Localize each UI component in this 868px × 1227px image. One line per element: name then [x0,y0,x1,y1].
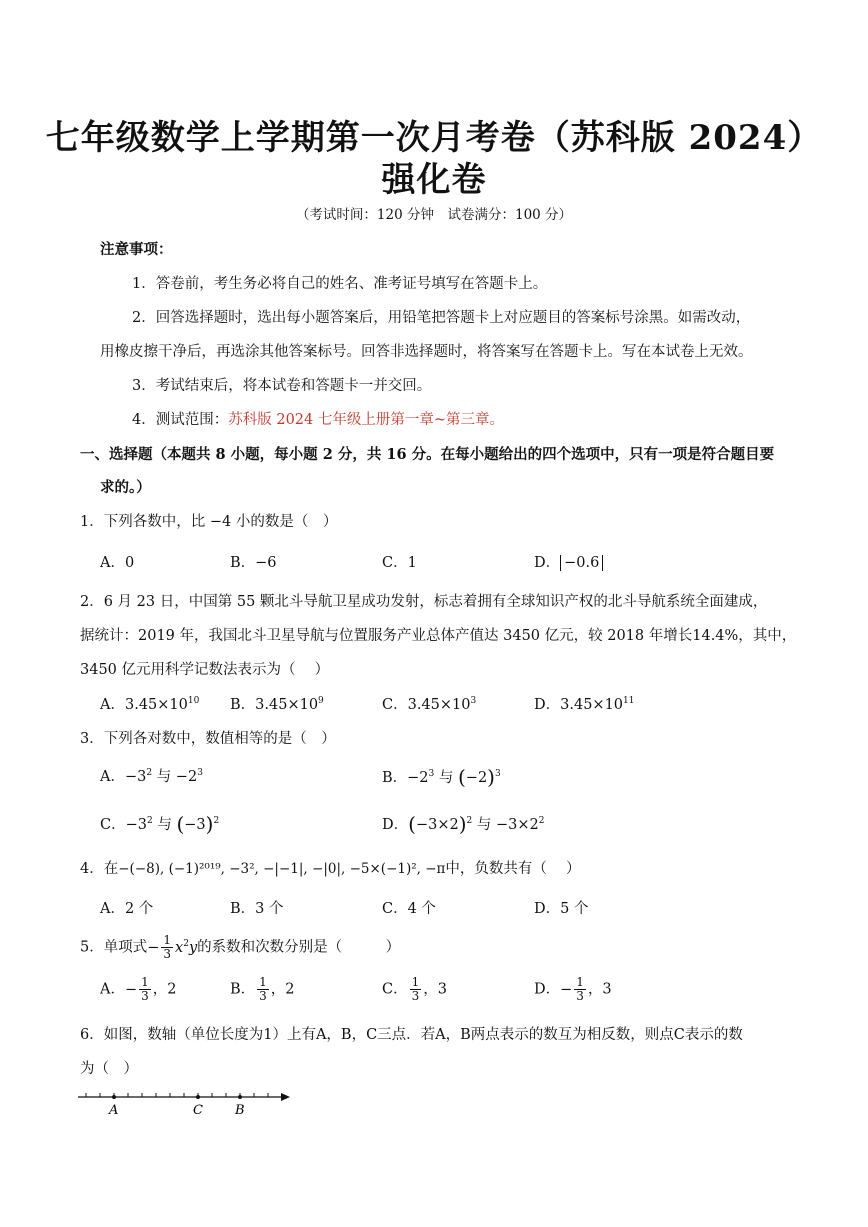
note-3: 3．考试结束后，将本试卷和答题卡一并交回。 [132,378,432,394]
label-a: A [109,1103,119,1118]
frac-den: 3 [576,989,584,1003]
q2-option-d[interactable] [534,693,634,714]
q2-option-b-base: 3.45×10 [255,697,319,713]
note-4 [132,408,504,429]
number-line-figure [76,1088,296,1120]
q5-option-d[interactable]: D．− $\frac{1}{3}$ ，3 [534,975,612,1003]
q1-option-d-value: −0.6 [560,555,603,571]
q3-option-d-label: D． [382,817,409,833]
q2-option-b[interactable] [230,693,324,714]
q2-option-c-label: C． [382,697,408,713]
frac-den: 3 [259,989,267,1003]
page-title: 七年级数学上学期第一次月考卷（苏科版 2024） [45,118,823,158]
q5-option-d-label: D． [534,981,561,998]
q5-prefix: 5．单项式 [80,939,148,956]
note-1: 1．答卷前，考生务必将自己的姓名、准考证号填写在答题卡上。 [132,276,548,292]
point-b [238,1095,242,1099]
q2-option-d-base: 3.45×10 [560,697,624,713]
frac-num: 1 [576,975,584,989]
question-6-line2: 为（ ） [80,1061,138,1077]
label-b: B [235,1103,245,1118]
q1-option-c[interactable]: C．1 [382,555,417,571]
q2-option-c-base: 3.45×10 [407,697,471,713]
q2-option-d-exp: 11 [623,696,635,706]
section-heading-cont: 求的。） [100,479,151,496]
question-1: 1．下列各数中，比 −4 小的数是（ ） [80,514,338,530]
q3-option-c-label: C． [100,817,126,833]
q5-option-d-tail: ，3 [587,981,612,998]
point-c [196,1095,200,1099]
q3-option-b[interactable]: B．$-2^3$ 与 $(-2)^3$ [382,765,501,789]
q4-option-a[interactable]: A．2 个 [100,901,154,917]
question-6: 6．如图，数轴（单位长度为1）上有A，B，C三点．若A，B两点表示的数互为相反数，则点C表示的数 [80,1027,743,1043]
q1-option-d-label: D． [534,555,561,571]
page-title-line2: 强化卷 [381,160,487,200]
q5-option-a-label: A． [100,981,125,998]
q2-option-c-exp: 3 [470,696,477,706]
question-5: 5．单项式− $\frac{1}{3}$ $x^2y$的系数和次数分别是（ ） [80,933,401,961]
number-line-arrow [281,1093,290,1101]
q1-option-a[interactable]: A．0 [100,555,135,571]
q2-option-c[interactable] [382,693,476,714]
frac-num: 1 [141,975,149,989]
q2-option-b-label: B． [230,697,256,713]
q5-option-c-tail: ，3 [423,981,447,998]
frac-num: 1 [259,975,267,989]
q4-option-c[interactable]: C．4 个 [382,901,436,917]
note-2: 2．回答选择题时，选出每小题答案后，用铅笔把答题卡上对应题目的答案标号涂黑。如需改动， [132,310,751,326]
q4-suffix: 中，负数共有（ ） [445,861,581,877]
q3-and: 与 [156,769,172,785]
q1-option-b[interactable]: B．−6 [230,555,277,571]
q4-option-d[interactable]: D．5 个 [534,901,589,917]
q3-and: 与 [157,817,172,833]
q4-option-b[interactable]: B．3 个 [230,901,284,917]
q3-option-c[interactable]: C．$-3^2$ 与 $(-3)^2$ [100,812,220,836]
q3-option-a-label: A． [100,769,125,785]
q4-expression: −(−8), (−1)²⁰¹⁹, −3², −|−1|, −|0|, −5×(−1)², −π [118,861,446,877]
q3-option-b-label: B． [382,770,408,786]
section-heading: 一、选择题（本题共 8 小题，每小题 2 分，共 16 分。在每小题给出的四个选项中，只有一项是符合题目要 [80,446,775,463]
frac-num: 1 [411,975,420,989]
label-c: C [193,1103,203,1118]
q5-option-a[interactable]: A．− $\frac{1}{3}$ ，2 [100,975,177,1003]
q3-and: 与 [476,817,492,833]
q2-option-a-exp: 10 [187,696,200,706]
q3-option-d[interactable]: D．$(-3\times 2)^2$ 与 $-3\times 2^2$ [382,812,545,836]
note-4-range: 苏科版 2024 七年级上册第一章~第三章。 [228,412,505,428]
q3-and: 与 [438,770,454,786]
exam-subtitle: （考试时间：120 分钟 试卷满分：100 分） [295,207,573,223]
question-4 [80,857,581,878]
q5-option-b-label: B． [230,981,256,998]
q5-option-b-tail: ，2 [270,981,295,998]
frac-den: 3 [411,989,420,1003]
question-2: 2．6 月 23 日，中国第 55 颗北斗导航卫星成功发射，标志着拥有全球知识产权的北斗导航系统全面建成， [80,594,768,610]
q5-option-b[interactable] [230,976,295,1003]
q5-suffix: 的系数和次数分别是（ ） [197,939,401,956]
notes-heading: 注意事项： [100,241,173,258]
q2-option-d-label: D． [534,697,561,713]
q5-option-a-tail: ，2 [152,981,177,998]
q5-option-c-label: C． [382,981,408,998]
q3-option-a[interactable]: A．$-3^2$ 与 $-2^3$ [100,768,203,785]
q1-option-d[interactable] [534,551,603,572]
question-3: 3．下列各对数中，数值相等的是（ ） [80,731,336,747]
note-2-cont: 用橡皮擦干净后，再选涂其他答案标号。回答非选择题时，将答案写在答题卡上。写在本试卷上无效。 [100,344,753,360]
point-a [112,1095,116,1099]
q5-frac-num: 1 [163,933,172,947]
question-2-line2: 据统计：2019 年，我国北斗卫星导航与位置服务产业总体产值达 3450 亿元，较 2018 年增长14.4%，其中， [80,628,797,644]
q2-option-b-exp: 9 [318,696,324,706]
q2-option-a-base: 3.45×10 [124,697,188,713]
q5-frac-den: 3 [163,947,172,961]
q2-option-a-label: A． [100,697,125,713]
q5-option-c[interactable] [382,976,447,1003]
frac-den: 3 [141,989,149,1003]
q4-prefix: 4．在 [80,861,119,877]
note-4-prefix: 4．测试范围： [132,412,229,428]
question-2-line3: 3450 亿元用科学记数法表示为（ ） [80,662,330,678]
q2-option-a[interactable] [100,693,199,714]
